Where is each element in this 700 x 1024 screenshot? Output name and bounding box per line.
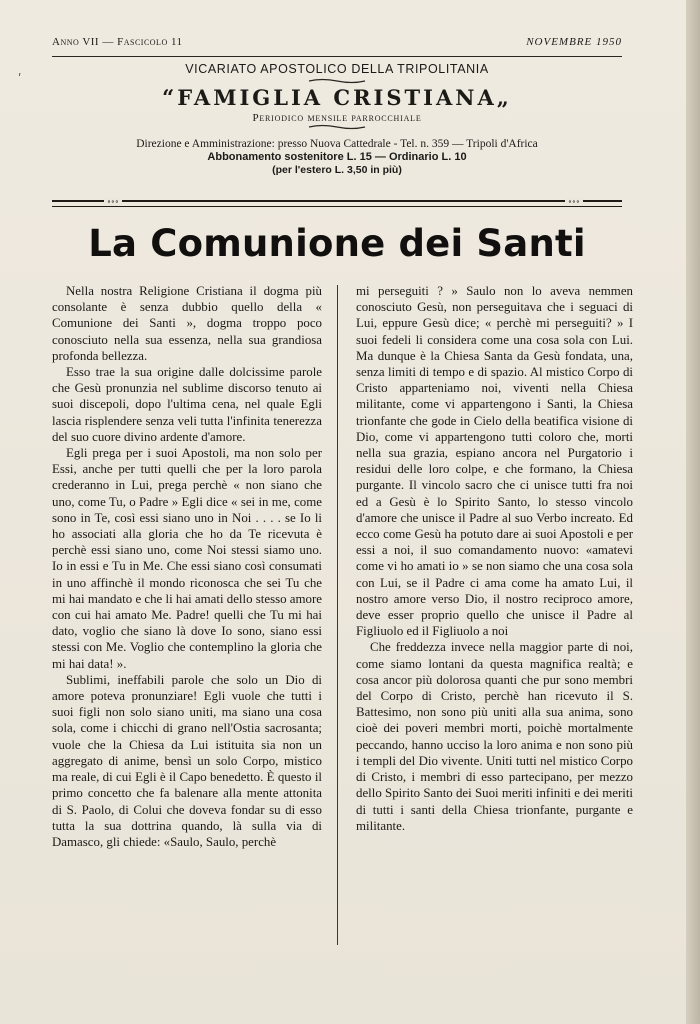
paragraph: mi perseguiti ? » Saulo non lo aveva nemmen conosciuto Gesù, non perseguitava che i seguaci di Lui, eppure Gesù dice; « perchè mi perseguiti? » I suoi fedeli li considera come una cosa sola con Lui. Ma dunque è la Chiesa Santa da Gesù fondata, una, senza limiti di tempo e di spazio. Al mistico Corpo di Cristo apparteniamo noi, viventi nella Chiesa militante, come vi appartengono i Santi, la Chiesa trionfante che gode in Cielo della beatifica visione di Dio, come vi appartengono tutti coloro che, morti nella sua grazia, espiano ancora nel Purgatorio i residui delle loro colpe, e che formano, la Chiesa purgante. Il vincolo sacro che ci unisce tutti fra noi ed a Gesù è lo Spirito Santo, lo stesso vincolo d'amore che unisce il Padre al suo Verbo increato. Ed ecco come Gesù ha potuto dare ai suoi Apostoli e per essi a noi, il suo comandamento nuovo: «amatevi come vi ho amati io » se non siamo che una cosa sola con Lui, se il Padre ci ama come ha amato Lui, il nostro amore verso Dio, il nostro reciproco amore, deve esser proprio quello che unisce il Padre al Figliuolo ed il Figliuolo a noi [356, 284, 633, 639]
publication-title: “FAMIGLIA CRISTIANA„ [162, 85, 512, 110]
rule-ornament-icon: ∘∘∘ [104, 198, 122, 206]
article-headline: La Comunione dei Santi [88, 222, 586, 265]
running-header [52, 36, 622, 48]
article-right-column [356, 283, 633, 834]
rule-ornament-icon: ∘∘∘ [565, 198, 583, 206]
paragraph: Esso trae la sua origine dalle dolcissime parole che Gesù pronunzia nel sublime discorso tenuto ai suoi discepoli, dopo l'ultima cena, nel quale Egli lascia risplendere senza veli tutta l'infinita tenerezza del suo cuore divino ardente d'amore. [52, 365, 322, 444]
paragraph: Sublimi, ineffabili parole che solo un Dio di amore poteva pronunziare! Egli vuole che tutti i suoi figli non solo siano uniti, ma siano una cosa sola, come i chicchi di grano nell'Ostia sacrosanta; vuole che la Chiesa da Lui istituita sia non un aggregato di anime, bensì un solo Corpo, mistico ma reale, di cui Egli è il Capo benedetto. È questo il primo concetto che fa balenare alla mente attonita di S. Paolo, di Colui che doveva fondar su di esso tutta la sua dottrina quando, là sulla via di Damasco, gli chiede: «Saulo, Saulo, perchè [52, 672, 322, 849]
article-left-column [52, 283, 322, 850]
vicariato-line: VICARIATO APOSTOLICO DELLA TRIPOLITANIA [185, 62, 489, 76]
paragraph: Nella nostra Religione Cristiana il dogma più consolante è senza dubbio quello della « Comunione dei Santi », dogma troppo poco conosciuto nella sua essenza, nella sua grandiosa profonda bellezza. [52, 284, 322, 363]
masthead [52, 62, 622, 176]
address-line: Direzione e Amministrazione: presso Nuova Cattedrale - Tel. n. 359 — Tripoli d'Africa [136, 138, 538, 150]
subscription-line: Abbonamento sostenitore L. 15 — Ordinario L. 10 [207, 151, 467, 163]
paragraph: Che freddezza invece nella maggior parte di noi, come siamo lontani da questa magnifica realtà; e cosa ancor più dolorosa quanti che pur sono membri del Corpo di Cristo, perchè han ricevuto il S. Battesimo, non sono più uniti alla sua anima, sono cioè dei poveri membri morti, poichè mortalmente peccando, hanno ucciso la loro anima e non sono più i templi del Dio vivente. Uniti tutti nel mistico Corpo di Cristo, i membri di esso partecipano, per mezzo dello Spirito Santo dei Suoi meriti infiniti e dei meriti di tutti i santi della Chiesa trionfante, purgante e militante. [356, 640, 633, 833]
ornament-icon [307, 78, 367, 84]
paragraph: Egli prega per i suoi Apostoli, ma non solo per Essi, anche per tutti quelli che per la loro parola crederanno in Lui, prega perchè « non siano che uno, come Tu, o Padre » Egli dice « sei in me, come sono in Te, così essi siano uno in Noi . . . . se Io li ho associati alla gloria che ho da Te ricevuta è perchè essi siano uno, come Noi stessi siamo uno. Io in essi e Tu in Me. Che essi siano così consumati in uno affinchè il mondo riconosca che sei Tu che mi hai mandato e che li hai amati dello stesso amore con cui hai amato Me. Padre! quelli che Tu mi hai dato, voglio che siano là dove Io sono, siano essi stessi con Me. Voglio che contemplino la gloria che mi hai data! ». [52, 446, 322, 671]
page-edge [686, 0, 700, 1024]
publication-subtitle: Periodico mensile parrocchiale [252, 112, 422, 124]
issue-label: Anno VII — Fascicolo 11 [52, 36, 183, 48]
abroad-line: (per l'estero L. 3,50 in più) [272, 164, 402, 176]
column-divider [337, 285, 338, 945]
margin-mark: ʹ [18, 72, 22, 86]
header-rule [52, 56, 622, 57]
masthead-double-rule [52, 200, 622, 207]
ornament-icon [307, 124, 367, 130]
issue-date: NOVEMBRE 1950 [526, 36, 622, 48]
